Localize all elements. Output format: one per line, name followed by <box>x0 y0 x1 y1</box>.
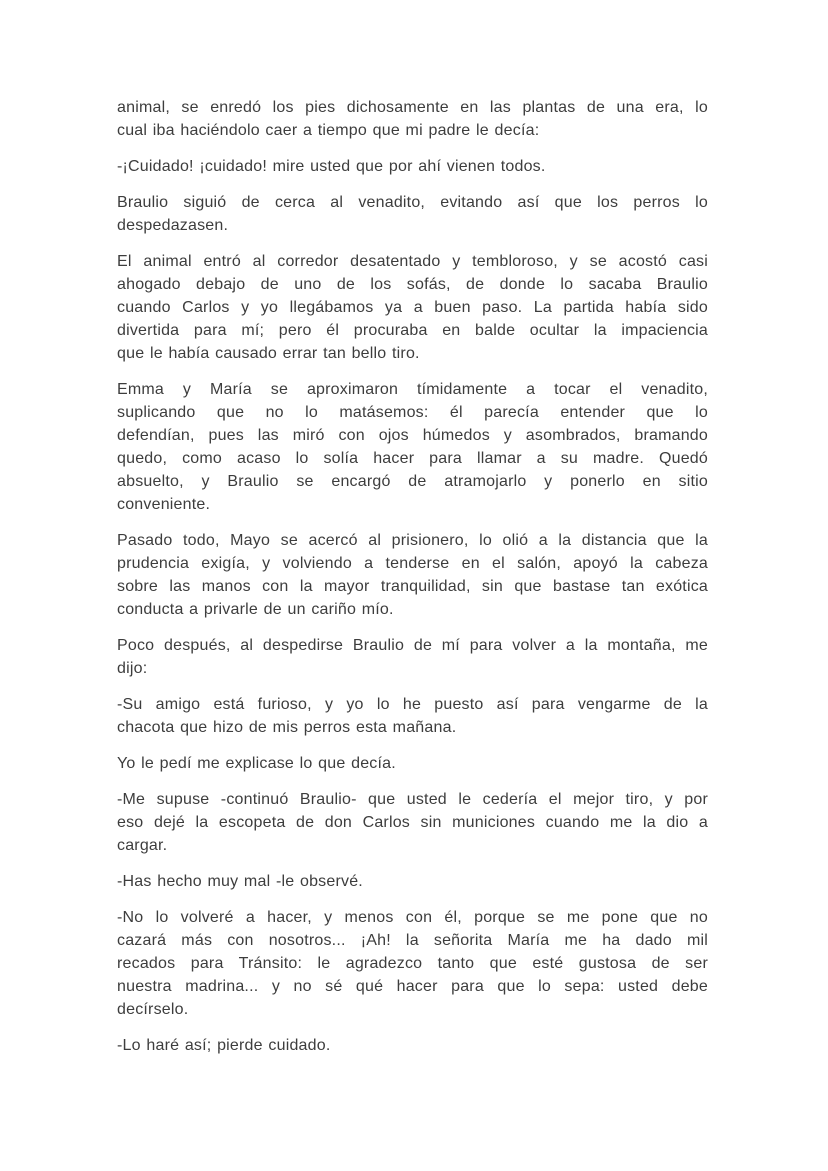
text-line: cual iba haciéndolo caer a tiempo que mi padre le decía: <box>117 122 540 139</box>
paragraph <box>117 96 708 142</box>
paragraph <box>117 155 708 178</box>
paragraph <box>117 788 708 857</box>
paragraph <box>117 752 708 775</box>
text-line: -Has hecho muy mal -le observé. <box>117 873 363 890</box>
text-line: decírselo. <box>117 1001 189 1018</box>
text-line: ahogado debajo de uno de los sofás, de donde lo sacaba Braulio <box>117 276 708 293</box>
text-line: recados para Tránsito: le agradezco tanto que esté gustosa de ser <box>117 955 708 972</box>
text-line: chacota que hizo de mis perros esta mañana. <box>117 719 457 736</box>
text-line: cuando Carlos y yo llegábamos ya a buen paso. La partida había sido <box>117 299 708 316</box>
text-line: prudencia exigía, y volviendo a tenderse en el salón, apoyó la cabeza <box>117 555 708 572</box>
text-line: dijo: <box>117 660 148 677</box>
text-line: cazará más con nosotros... ¡Ah! la señorita María me ha dado mil <box>117 932 708 949</box>
text-line: El animal entró al corredor desatentado y tembloroso, y se acostó casi <box>117 253 708 270</box>
text-line: -No lo volveré a hacer, y menos con él, porque se me pone que no <box>117 909 708 926</box>
paragraph <box>117 634 708 680</box>
text-block <box>117 96 708 1057</box>
text-line: Emma y María se aproximaron tímidamente a tocar el venadito, <box>117 381 708 398</box>
paragraph <box>117 870 708 893</box>
text-line: quedo, como acaso lo solía hacer para llamar a su madre. Quedó <box>117 450 708 467</box>
paragraph <box>117 906 708 1021</box>
text-line: -Lo haré así; pierde cuidado. <box>117 1037 331 1054</box>
text-line: Pasado todo, Mayo se acercó al prisionero, lo olió a la distancia que la <box>117 532 708 549</box>
text-line: nuestra madrina... y no sé qué hacer para que lo sepa: usted debe <box>117 978 708 995</box>
text-line: cargar. <box>117 837 168 854</box>
text-line: Poco después, al despedirse Braulio de mí para volver a la montaña, me <box>117 637 708 654</box>
text-line: eso dejé la escopeta de don Carlos sin municiones cuando me la dio a <box>117 814 708 831</box>
text-line: defendían, pues las miró con ojos húmedos y asombrados, bramando <box>117 427 708 444</box>
paragraph <box>117 191 708 237</box>
paragraph <box>117 693 708 739</box>
text-line: despedazasen. <box>117 217 229 234</box>
text-line: conducta a privarle de un cariño mío. <box>117 601 394 618</box>
paragraph <box>117 529 708 621</box>
text-line: Braulio siguió de cerca al venadito, evitando así que los perros lo <box>117 194 708 211</box>
text-line: suplicando que no lo matásemos: él parecía entender que lo <box>117 404 708 421</box>
text-line: animal, se enredó los pies dichosamente en las plantas de una era, lo <box>117 99 708 116</box>
text-line: Yo le pedí me explicase lo que decía. <box>117 755 396 772</box>
paragraph <box>117 250 708 365</box>
text-line: que le había causado errar tan bello tiro. <box>117 345 420 362</box>
text-line: -Su amigo está furioso, y yo lo he puesto así para vengarme de la <box>117 696 708 713</box>
text-line: sobre las manos con la mayor tranquilidad, sin que bastase tan exótica <box>117 578 708 595</box>
text-line: divertida para mí; pero él procuraba en balde ocultar la impaciencia <box>117 322 708 339</box>
text-line: -Me supuse -continuó Braulio- que usted le cedería el mejor tiro, y por <box>117 791 708 808</box>
text-line: -¡Cuidado! ¡cuidado! mire usted que por ahí vienen todos. <box>117 158 546 175</box>
text-line: absuelto, y Braulio se encargó de atramojarlo y ponerlo en sitio <box>117 473 708 490</box>
paragraph <box>117 1034 708 1057</box>
text-line: conveniente. <box>117 496 211 513</box>
paragraph <box>117 378 708 516</box>
